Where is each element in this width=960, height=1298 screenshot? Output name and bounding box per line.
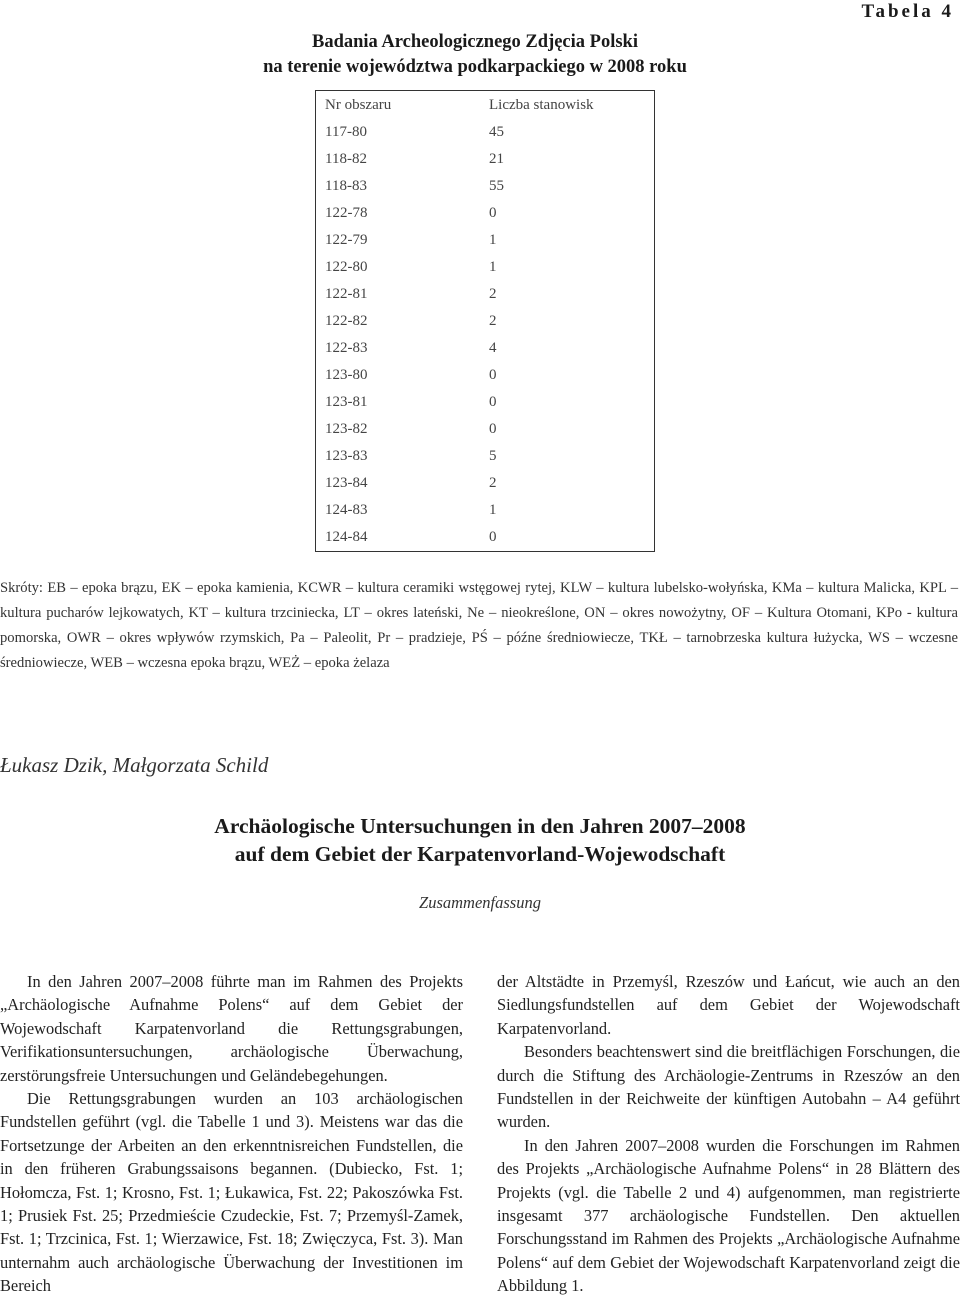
body-column-left	[0, 970, 463, 1298]
table-row	[316, 173, 655, 200]
area-number-cell: 122-82	[325, 313, 368, 329]
area-number-cell: 122-83	[325, 340, 368, 356]
site-count-cell: 0	[489, 367, 497, 383]
area-number-cell: 118-82	[325, 151, 367, 167]
area-number-cell: 123-80	[325, 367, 368, 383]
table-body	[316, 119, 655, 552]
site-count-cell: 2	[489, 475, 497, 491]
table-title	[150, 30, 800, 80]
site-count-cell: 0	[489, 205, 497, 221]
abbreviations-note: Skróty: EB – epoka brązu, EK – epoka kamienia, KCWR – kultura ceramiki wstęgowej rytej, KLW – kultura lubelsko-wołyńska, KMa – kultura Malicka, KPL – kultura pucharów lejkowatych, KT – kultura trzciniecka, LT – okres lateński, Ne – nieokreślone, ON – okres nowożytny, OF – Kultura Otomani, KPo - kultura pomorska, OWR – okres wpływów rzymskich, Pa – Paleolit, Pr – pradzieje, PŚ – późne średniowiecze, TKŁ – tarnobrzeska kultura łużycka, WS – wczesne średniowiecze, WEB – wczesna epoka brązu, WEŻ – epoka żelaza	[0, 580, 958, 671]
article-title	[40, 812, 920, 868]
table-row	[316, 146, 655, 173]
area-number-cell: 123-82	[325, 421, 368, 437]
table-row	[316, 281, 655, 308]
table-row	[316, 470, 655, 497]
area-number-cell: 122-81	[325, 286, 368, 302]
area-number-cell: 124-83	[325, 502, 368, 518]
table-row	[316, 362, 655, 389]
column-header-area-number: Nr obszaru	[325, 96, 392, 113]
body-paragraph: der Altstädte in Przemyśl, Rzeszów und Łańcut, wie auch an den Siedlungsfundstellen auf dem Gebiet der Wojewodschaft Karpatenvorland.	[497, 972, 960, 1038]
site-count-cell: 0	[489, 421, 497, 437]
area-number-cell: 123-84	[325, 475, 368, 491]
site-count-cell: 5	[489, 448, 497, 464]
body-paragraph: Die Rettungsgrabungen wurden an 103 archäologischen Fundstellen geführt (vgl. die Tabelle 1 und 3). Meistens war das die Fortsetzunge der Arbeiten an den erkenntnisreichen Fundstellen, die in den früheren Grabungssaisons begannen. (Dubiecko, Fst. 1; Hołomcza, Fst. 1; Krosno, Fst. 1; Łukawica, Fst. 22; Pakoszówka Fst. 1; Prusiek Fst. 25; Przedmieście Czudeckie, Fst. 7; Przemyśl-Zamek, Fst. 1; Trzcinica, Fst. 1; Wierzawice, Fst. 18; Zwięczyca, Fst. 3). Man unternahm auch archäologische Überwachung der Investitionen im Bereich	[0, 1089, 463, 1296]
area-number-cell: 122-78	[325, 205, 368, 221]
site-count-cell: 0	[489, 394, 497, 410]
site-count-cell: 1	[489, 259, 497, 275]
table-row	[316, 416, 655, 443]
table-row	[316, 200, 655, 227]
table-title-line-1: Badania Archeologicznego Zdjęcia Polski	[312, 32, 638, 52]
area-number-cell: 118-83	[325, 178, 367, 194]
table-row	[316, 443, 655, 470]
area-number-cell: 124-84	[325, 529, 368, 545]
area-number-cell: 122-80	[325, 259, 368, 275]
site-count-cell: 4	[489, 340, 497, 356]
table-header-row	[316, 91, 655, 120]
summary-heading: Zusammenfassung	[419, 893, 541, 912]
article-title-line-2: auf dem Gebiet der Karpatenvorland-Wojewodschaft	[234, 842, 726, 866]
area-number-cell: 123-83	[325, 448, 368, 464]
table-row	[316, 119, 655, 146]
site-count-cell: 21	[489, 151, 504, 167]
table-label: Tabela 4	[861, 1, 954, 22]
area-number-cell: 122-79	[325, 232, 368, 248]
table-row	[316, 227, 655, 254]
table-row	[316, 524, 655, 552]
table-row	[316, 335, 655, 362]
body-column-right	[497, 970, 960, 1298]
site-count-cell: 0	[489, 529, 497, 545]
body-paragraph: In den Jahren 2007–2008 wurden die Forschungen im Rahmen des Projekts „Archäologische Aufnahme Polens“ in 28 Blättern des Projekts (vgl. die Tabelle 2 und 4) aufgenommen, man registrierte insgesamt 377 archäologische Fundstellen. Den aktuellen Forschungsstand im Rahmen des Projekts „Archäologische Aufnahme Polens“ auf dem Gebiet der Wojewodschaft Karpatenvorland zeigt die Abbildung 1.	[497, 1135, 960, 1296]
area-number-cell: 117-80	[325, 124, 367, 140]
authors: Łukasz Dzik, Małgorzata Schild	[0, 753, 269, 777]
column-header-site-count: Liczba stanowisk	[489, 96, 594, 113]
site-count-cell: 2	[489, 286, 497, 302]
table-row	[316, 497, 655, 524]
site-count-cell: 1	[489, 232, 497, 248]
table-title-line-2: na terenie województwa podkarpackiego w 2008 roku	[263, 57, 687, 77]
site-count-cell: 1	[489, 502, 497, 518]
body-paragraph: Besonders beachtenswert sind die breitflächigen Forschungen, die durch die Stiftung des Archäologie-Zentrums in Rzeszów an den Fundstellen in der Reichweite der künftigen Autobahn – A4 geführt wurden.	[497, 1042, 960, 1132]
body-paragraph: In den Jahren 2007–2008 führte man im Rahmen des Projekts „Archäologische Aufnahme Polens“ auf dem Gebiet der Wojewodschaft Karpatenvorland die Rettungsgrabungen, Verifikationsuntersuchungen, archäologische Überwachung, zerstörungsfreie Untersuchungen und Geländebegehungen.	[0, 972, 463, 1085]
table-row	[316, 308, 655, 335]
site-count-cell: 2	[489, 313, 497, 329]
article-title-line-1: Archäologische Untersuchungen in den Jahren 2007–2008	[214, 814, 746, 838]
site-count-table	[315, 90, 655, 552]
table-row	[316, 254, 655, 281]
site-count-cell: 45	[489, 124, 504, 140]
table-row	[316, 389, 655, 416]
area-number-cell: 123-81	[325, 394, 368, 410]
site-count-cell: 55	[489, 178, 504, 194]
